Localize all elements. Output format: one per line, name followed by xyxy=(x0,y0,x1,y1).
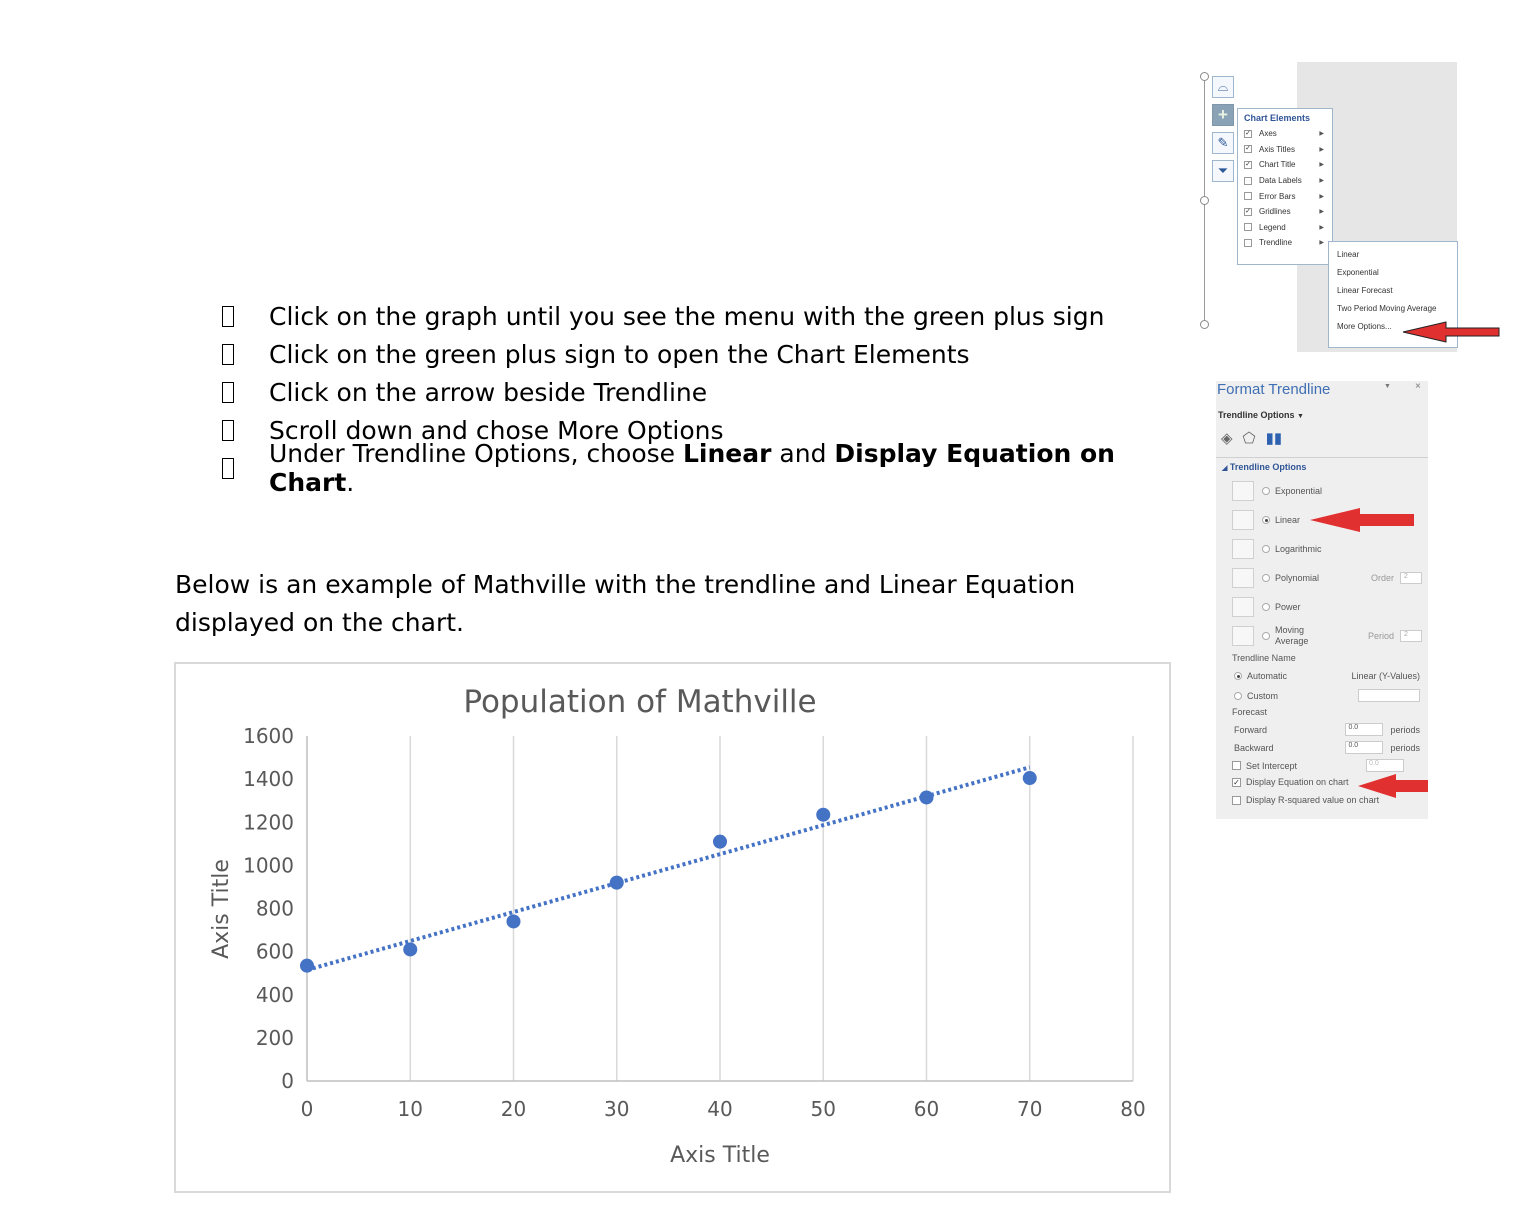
data-point xyxy=(816,808,830,822)
y-tick-labels xyxy=(243,724,294,1093)
checkbox[interactable] xyxy=(1244,239,1252,247)
instruction-step xyxy=(222,373,1182,411)
trendline-type-radio[interactable] xyxy=(1262,516,1270,524)
trendline-type-label: Power xyxy=(1275,602,1301,612)
y-tick-label: 600 xyxy=(255,939,294,964)
forward-row xyxy=(1234,723,1424,736)
forecast-label: Forecast xyxy=(1232,707,1268,717)
chevron-right-icon[interactable]: ▶ xyxy=(1319,240,1324,247)
y-tick-label: 1600 xyxy=(243,724,294,748)
x-tick-label: 10 xyxy=(397,1097,423,1121)
checkbox[interactable]: ✓ xyxy=(1245,207,1251,215)
resize-handle[interactable] xyxy=(1200,320,1209,329)
trendline-thumbnail-icon xyxy=(1232,539,1254,559)
x-tick-label: 60 xyxy=(913,1097,940,1121)
trendline-thumbnail-icon xyxy=(1232,510,1254,530)
checkbox[interactable] xyxy=(1244,177,1252,185)
chart-elements-screenshot xyxy=(1195,62,1505,352)
checkbox[interactable] xyxy=(1244,192,1252,200)
red-arrow-icon xyxy=(1308,506,1416,534)
chart-element-item[interactable] xyxy=(1244,235,1332,251)
bullet-box-icon xyxy=(222,420,234,441)
x-tick-label: 80 xyxy=(1120,1097,1146,1121)
collapse-triangle-icon: ◢ xyxy=(1222,465,1228,472)
chart-element-item[interactable] xyxy=(1244,188,1332,204)
aux-spinner-input[interactable]: 2 xyxy=(1400,572,1422,584)
effects-pentagon-icon[interactable]: ⬠ xyxy=(1242,430,1256,447)
backward-row xyxy=(1234,741,1424,754)
close-icon[interactable]: × xyxy=(1415,381,1421,392)
y-tick-label: 800 xyxy=(255,896,294,921)
trendline-aux-control xyxy=(1368,630,1422,642)
y-axis-title[interactable]: Axis Title xyxy=(209,859,234,959)
format-trendline-pane xyxy=(1216,381,1428,819)
set-intercept-label: Set Intercept xyxy=(1246,760,1298,771)
custom-label: Custom xyxy=(1247,690,1279,701)
trendline-type-row[interactable] xyxy=(1232,480,1422,502)
set-intercept-row[interactable] xyxy=(1232,759,1422,772)
intro-paragraph: Below is an example of Mathville with the trendline and Linear Equation displayed on the chart. xyxy=(175,570,1076,637)
trendline-thumbnail-icon xyxy=(1232,597,1254,617)
chart-title[interactable]: Population of Mathville xyxy=(463,684,817,720)
checkbox[interactable]: ✓ xyxy=(1245,129,1251,137)
chart-element-label: Trendline xyxy=(1259,238,1293,248)
step-text: Click on the arrow beside Trendline xyxy=(269,377,708,407)
trendline-type-label: Exponential xyxy=(1275,486,1323,496)
chevron-down-icon: ▼ xyxy=(1297,413,1304,420)
chart-layout-icon[interactable]: ⌓ xyxy=(1212,76,1234,98)
chart-element-label: Gridlines xyxy=(1259,207,1291,217)
display-equation-checkbox[interactable]: ✓ xyxy=(1233,777,1240,787)
automatic-radio[interactable] xyxy=(1234,672,1242,680)
chart-element-label: Error Bars xyxy=(1259,191,1296,201)
y-tick-label: 1000 xyxy=(243,853,294,878)
trendline-thumbnail-icon xyxy=(1232,481,1254,501)
trendline-submenu-item[interactable]: Linear Forecast xyxy=(1337,286,1393,295)
backward-label: Backward xyxy=(1234,742,1274,753)
trendline-type-row[interactable] xyxy=(1232,625,1422,647)
bullet-box-icon xyxy=(222,458,234,479)
trendline-thumbnail-icon xyxy=(1232,626,1254,646)
trendline-type-row[interactable] xyxy=(1232,596,1422,618)
x-axis-title[interactable]: Axis Title xyxy=(670,1143,770,1168)
step-text: Click on the green plus sign to open the Chart Elements xyxy=(269,339,970,369)
pane-title: Format Trendline xyxy=(1217,381,1331,398)
chart-element-label: Data Labels xyxy=(1259,176,1302,186)
chart-element-item[interactable] xyxy=(1244,220,1332,236)
x-tick-labels xyxy=(301,1097,1146,1121)
bar-chart-icon[interactable]: ▮▮ xyxy=(1265,430,1283,447)
bullet-box-icon xyxy=(222,382,234,403)
periods-label: periods xyxy=(1390,724,1420,735)
trendline-type-row[interactable] xyxy=(1232,567,1422,589)
chart-element-label: Axes xyxy=(1259,129,1277,139)
red-arrow-icon xyxy=(1356,772,1428,800)
x-tick-label: 40 xyxy=(707,1097,733,1121)
y-tick-label: 0 xyxy=(281,1069,294,1093)
section-label: Trendline Options xyxy=(1229,462,1307,472)
step-text xyxy=(269,439,1182,497)
population-chart[interactable] xyxy=(174,662,1171,1193)
data-point xyxy=(300,959,314,973)
chart-element-label: Chart Title xyxy=(1259,160,1296,170)
backward-input[interactable]: 0.0 xyxy=(1345,741,1383,754)
y-tick-label: 400 xyxy=(255,982,294,1007)
trendline-type-radio[interactable] xyxy=(1262,545,1270,553)
red-arrow-icon xyxy=(1401,320,1501,344)
x-tick-label: 70 xyxy=(1017,1097,1043,1121)
trendline-type-radio[interactable] xyxy=(1262,632,1270,640)
chart-elements-menu xyxy=(1237,108,1333,265)
chevron-right-icon[interactable]: ▶ xyxy=(1319,131,1324,138)
step-text-part: Under Trendline Options, choose xyxy=(269,439,683,468)
trendline-submenu-item[interactable]: Linear xyxy=(1337,250,1360,259)
data-point xyxy=(403,942,417,956)
trendline-type-label: Polynomial xyxy=(1275,573,1320,583)
custom-name-input[interactable] xyxy=(1358,689,1420,702)
chart-element-item[interactable] xyxy=(1244,173,1332,189)
trendline-thumbnail-icon xyxy=(1232,568,1254,588)
bullet-box-icon xyxy=(222,306,234,327)
trendline-type-radio[interactable] xyxy=(1262,603,1270,611)
resize-handle[interactable] xyxy=(1200,72,1209,81)
chart-element-item[interactable] xyxy=(1244,126,1332,142)
display-r2-checkbox[interactable] xyxy=(1232,796,1241,805)
chevron-right-icon[interactable]: ▶ xyxy=(1319,162,1324,169)
y-tick-label: 1200 xyxy=(243,810,294,835)
x-tick-label: 50 xyxy=(810,1097,836,1121)
trendline-type-label: Logarithmic xyxy=(1275,544,1322,554)
chart-filter-icon[interactable]: ⏷ xyxy=(1212,160,1234,182)
y-tick-label: 200 xyxy=(255,1025,294,1050)
automatic-label: Automatic xyxy=(1247,671,1288,681)
aux-spinner-input[interactable]: 2 xyxy=(1400,630,1422,642)
data-point xyxy=(610,876,624,890)
display-equation-label: Display Equation on chart xyxy=(1246,777,1349,787)
divider xyxy=(1216,457,1428,458)
checkbox[interactable]: ✓ xyxy=(1245,145,1251,153)
custom-row[interactable] xyxy=(1234,689,1424,702)
data-point xyxy=(713,835,727,849)
step-text: Click on the graph until you see the menu with the green plus sign xyxy=(269,301,1105,331)
chevron-right-icon[interactable]: ▶ xyxy=(1319,178,1324,185)
x-tick-label: 0 xyxy=(300,1097,314,1121)
chevron-right-icon[interactable]: ▶ xyxy=(1319,209,1324,216)
instruction-step xyxy=(222,297,1182,335)
chart-element-label: Legend xyxy=(1259,222,1286,232)
forward-label: Forward xyxy=(1234,724,1268,735)
trendline-name-label: Trendline Name xyxy=(1232,653,1296,663)
intercept-input[interactable]: 0.0 xyxy=(1366,759,1404,772)
dropdown-label: Trendline Options xyxy=(1218,410,1295,420)
automatic-row[interactable] xyxy=(1234,671,1424,681)
step-text-part: and xyxy=(771,439,835,468)
instruction-step xyxy=(222,439,1182,497)
chevron-right-icon[interactable]: ▶ xyxy=(1319,146,1324,153)
fill-bucket-icon[interactable]: ◈ xyxy=(1221,430,1233,447)
instruction-list xyxy=(222,297,1182,497)
y-tick-label: 1400 xyxy=(243,767,294,792)
trendline-type-radio[interactable] xyxy=(1262,574,1270,582)
data-point xyxy=(507,914,521,928)
x-tick-label: 30 xyxy=(604,1097,630,1121)
periods-label: periods xyxy=(1390,742,1420,753)
trendline-submenu-item[interactable]: Exponential xyxy=(1337,268,1379,277)
chart-styles-brush-icon[interactable]: ✎ xyxy=(1212,132,1234,154)
step-bold-display-equation: Display Equation on Chart xyxy=(269,439,1115,497)
trendline-submenu-item[interactable]: More Options... xyxy=(1337,322,1392,331)
pane-tab-icons xyxy=(1221,429,1282,447)
aux-label: Period xyxy=(1367,631,1394,641)
chart-element-label: Axis Titles xyxy=(1259,144,1296,154)
checkbox[interactable]: ✓ xyxy=(1245,160,1251,168)
gridlines xyxy=(410,736,1133,1081)
automatic-value: Linear (Y-Values) xyxy=(1351,671,1420,681)
chart-element-item[interactable] xyxy=(1244,204,1332,220)
section-header[interactable] xyxy=(1222,462,1306,472)
trendline-type-label: Linear xyxy=(1275,515,1301,525)
chevron-down-icon[interactable]: ▼ xyxy=(1384,383,1391,390)
chart-elements-plus-button[interactable]: + xyxy=(1212,104,1234,126)
chart-element-item[interactable] xyxy=(1244,142,1332,158)
trendline-type-row[interactable] xyxy=(1232,538,1422,560)
data-point xyxy=(1023,771,1037,785)
set-intercept-checkbox[interactable] xyxy=(1232,761,1241,770)
trendline-type-radio[interactable] xyxy=(1262,487,1270,495)
forward-input[interactable]: 0.0 xyxy=(1345,723,1383,736)
trendline-options-dropdown[interactable] xyxy=(1218,410,1304,420)
chevron-right-icon[interactable]: ▶ xyxy=(1319,193,1324,200)
chevron-right-icon[interactable]: ▶ xyxy=(1319,224,1324,231)
data-point xyxy=(920,790,934,804)
checkbox[interactable] xyxy=(1244,223,1252,231)
custom-radio[interactable] xyxy=(1234,692,1242,700)
chart-element-item[interactable] xyxy=(1244,157,1332,173)
resize-handle[interactable] xyxy=(1200,196,1209,205)
chart-elements-title: Chart Elements xyxy=(1244,113,1311,123)
chart-svg xyxy=(176,664,1173,1195)
bullet-box-icon xyxy=(222,344,234,365)
step-text: Scroll down and chose More Options xyxy=(269,415,724,445)
step-text-part: . xyxy=(346,468,355,497)
x-tick-label: 20 xyxy=(500,1097,527,1121)
display-r2-label: Display R-squared value on chart xyxy=(1246,795,1380,805)
trendline-submenu-item[interactable]: Two Period Moving Average xyxy=(1337,304,1437,313)
trendline-aux-control xyxy=(1371,572,1422,584)
instruction-step xyxy=(222,335,1182,373)
step-bold-linear: Linear xyxy=(683,439,772,468)
aux-label: Order xyxy=(1370,573,1394,583)
trendline-type-label: Moving Average xyxy=(1275,625,1309,646)
